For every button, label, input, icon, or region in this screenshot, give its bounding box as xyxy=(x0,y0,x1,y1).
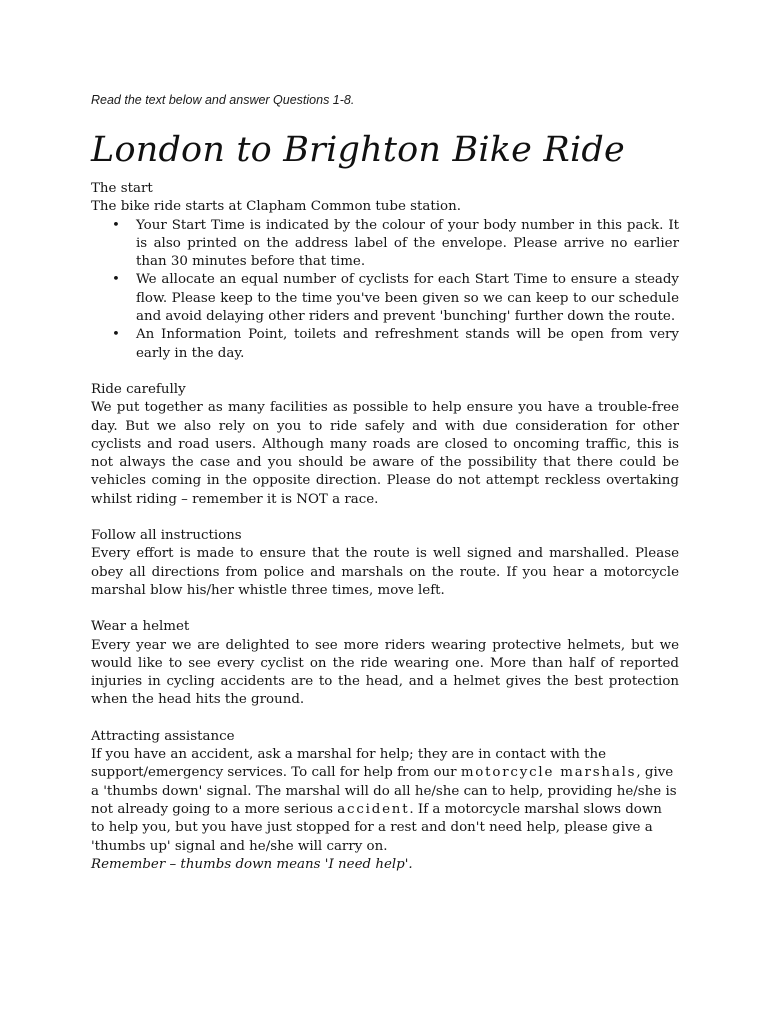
bullet-text: An Information Point, toilets and refreshment stands will be open from very early in the day. xyxy=(136,327,679,361)
section-heading: Wear a helmet xyxy=(91,619,190,635)
section-attracting-assistance xyxy=(91,728,679,874)
bullet-item xyxy=(91,217,679,272)
section-paragraph xyxy=(91,746,679,856)
section-heading: Attracting assistance xyxy=(91,728,235,744)
section-the-start xyxy=(91,180,679,363)
text-run: . If a motorcycle marshal slows down to help you, but you have just stopped for a rest and don't need help, please give a 'thumbs up' signal and he/she will carry on. xyxy=(91,801,662,854)
section-paragraph: We put together as many facilities as possible to help ensure you have a trouble-free day. But we also rely on you to ride safely and with due consideration for other cyclists and road users. Although many roads are closed to oncoming traffic, this is not always the case and you should be aware of the possibility that there could be vehicles coming in the opposite direction. Please do not attempt reckless overtaking whilst riding – remember it is NOT a race. xyxy=(91,400,679,507)
reminder-note: Remember – thumbs down means 'I need help'. xyxy=(91,856,413,872)
section-heading: Follow all instructions xyxy=(91,528,242,544)
section-wear-helmet xyxy=(91,618,679,709)
document-title: London to Brighton Bike Ride xyxy=(91,130,625,170)
text-run: If you have an accident, ask a marshal for help; they are in contact with the support/emergency services. To call for help from our xyxy=(91,747,607,781)
document-content xyxy=(91,92,679,892)
reading-instruction: Read the text below and answer Questions 1-8. xyxy=(91,93,355,107)
bullet-icon: • xyxy=(112,272,120,288)
section-heading: The start xyxy=(91,181,153,196)
section-intro: The bike ride starts at Clapham Common tube station. xyxy=(91,199,461,215)
section-follow-instructions xyxy=(91,527,679,600)
section-heading: Ride carefully xyxy=(91,381,186,397)
spaced-text: accident xyxy=(337,801,410,817)
bullet-item xyxy=(91,326,679,363)
spaced-text: motorcycle marshals xyxy=(460,765,637,781)
section-ride-carefully xyxy=(91,381,679,509)
start-bullet-list xyxy=(91,217,679,363)
text-run: , give a 'thumbs down' signal. The marshal will do all he/she can to help, providing he/she is not already going to a more serious xyxy=(91,765,677,817)
section-paragraph: Every effort is made to ensure that the route is well signed and marshalled. Please obey all directions from police and marshals on the route. If you hear a motorcycle marshal blow his/her whistle three times, move left. xyxy=(91,546,679,598)
bullet-icon: • xyxy=(112,217,120,233)
section-paragraph: Every year we are delighted to see more riders wearing protective helmets, but we would like to see every cyclist on the ride wearing one. More than half of reported injuries in cycling accidents are to the head, and a helmet gives the best protection when the head hits the ground. xyxy=(91,637,679,708)
bullet-item xyxy=(91,271,679,326)
bullet-text: Your Start Time is indicated by the colour of your body number in this pack. It is also printed on the address label of the envelope. Please arrive no earlier than 30 minutes before that time. xyxy=(136,217,679,270)
bullet-icon: • xyxy=(112,327,120,343)
bullet-text: We allocate an equal number of cyclists for each Start Time to ensure a steady flow. Please keep to the time you've been given so we can keep to our schedule and avoid delaying other riders and prevent 'bunching' further down the route. xyxy=(136,272,679,325)
